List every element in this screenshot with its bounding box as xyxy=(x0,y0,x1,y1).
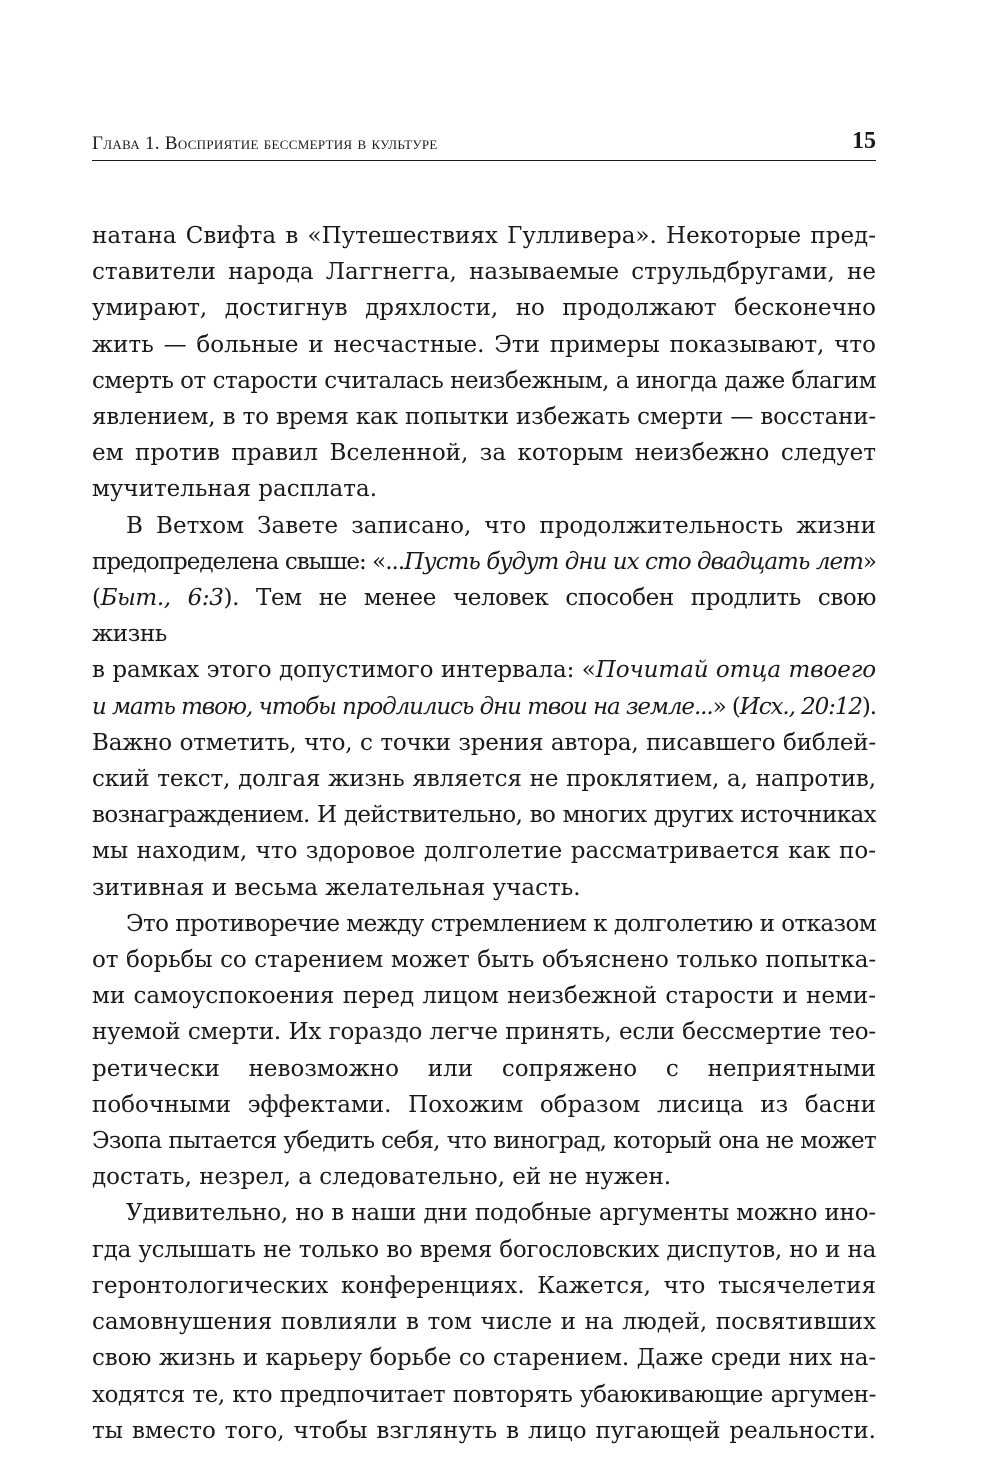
text-line: Эзопа пытается убедить себя, что виноград, который она не может xyxy=(92,1128,876,1155)
text-line: зитивная и весьма желательная участь. xyxy=(92,874,581,901)
text-line: Это противоречие между стремлением к долголетию и отказом xyxy=(126,910,876,937)
text-line: (Быт., 6:3). Тем не менее человек способен продлить свою жизнь xyxy=(92,585,876,648)
quote-italic: и мать твою, чтобы продлились дни твои на земле... xyxy=(92,693,713,720)
paragraph xyxy=(92,1195,876,1448)
quote-italic: Почитай отца твоего xyxy=(595,657,876,684)
running-title: Глава 1. Восприятие бессмертия в культуре xyxy=(92,133,438,154)
text-line: побочными эффектами. Похожим образом лисица из басни xyxy=(92,1091,876,1118)
citation-italic: Исх., 20:12 xyxy=(739,693,862,720)
paragraph xyxy=(92,218,876,508)
text-line: умирают, достигнув дряхлости, но продолжают бесконечно xyxy=(92,295,876,322)
text-line: достать, незрел, а следовательно, ей не нужен. xyxy=(92,1164,672,1191)
text-line: смерть от старости считалась неизбежным, а иногда даже благим xyxy=(92,367,876,394)
text-line: мучительная расплата. xyxy=(92,476,378,503)
text-line: ставители народа Лаггнегга, называемые струльдбругами, не xyxy=(92,259,876,286)
text-line: ский текст, долгая жизнь является не проклятием, а, напротив, xyxy=(92,766,876,793)
text-line: ми самоуспокоения перед лицом неизбежной старости и неми- xyxy=(92,983,876,1010)
text-line: мы находим, что здоровое долголетие рассматривается как по- xyxy=(92,838,876,865)
text-line: свою жизнь и карьеру борьбе со старением. Даже среди них на- xyxy=(92,1345,876,1372)
text-line: гда услышать не только во время богословских диспутов, но и на xyxy=(92,1236,876,1263)
text-line: Удивительно, но в наши дни подобные аргументы можно ино- xyxy=(126,1200,876,1227)
page-number: 15 xyxy=(852,128,876,154)
text-line: предопределена свыше: «...Пусть будут дни их сто двадцать лет» xyxy=(92,548,876,575)
citation-italic: Быт., 6:3 xyxy=(100,585,224,612)
body-text xyxy=(92,218,876,1449)
text-line: в рамках этого допустимого интервала: «Почитай отца твоего xyxy=(92,657,876,684)
text-line: натана Свифта в «Путешествиях Гулливера». Некоторые пред- xyxy=(92,223,876,249)
text-line: самовнушения повлияли в том числе и на людей, посвятивших xyxy=(92,1309,876,1336)
text-line: вознаграждением. И действительно, во многих других источниках xyxy=(92,802,876,829)
text-line: ты вместо того, чтобы взглянуть в лицо пугающей реальности. xyxy=(92,1417,876,1444)
text-line: В Ветхом Завете записано, что продолжительность жизни xyxy=(126,512,876,539)
paragraph xyxy=(92,508,876,906)
text-line: ходятся те, кто предпочитает повторять убаюкивающие аргумен- xyxy=(92,1381,876,1408)
running-head xyxy=(92,128,876,161)
text-line: от борьбы со старением может быть объяснено только попытка- xyxy=(92,947,876,974)
text-line: жить — больные и несчастные. Эти примеры показывают, что xyxy=(92,331,876,358)
text-line: ретически невозможно или сопряжено с неприятными xyxy=(92,1055,876,1082)
text-line: геронтологических конференциях. Кажется, что тысячелетия xyxy=(92,1272,876,1299)
text-line: нуемой смерти. Их гораздо легче принять, если бессмертие тео- xyxy=(92,1019,876,1046)
text-line: и мать твою, чтобы продлились дни твои на земле...» (Исх., 20:12). xyxy=(92,693,876,720)
text-line: ем против правил Вселенной, за которым неизбежно следует xyxy=(92,440,876,467)
text-line: явлением, в то время как попытки избежать смерти — восстани- xyxy=(92,404,876,431)
text-line: Важно отметить, что, с точки зрения автора, писавшего библей- xyxy=(92,729,876,756)
paragraph xyxy=(92,906,876,1196)
quote-italic: Пусть будут дни их сто двадцать лет xyxy=(404,548,863,575)
